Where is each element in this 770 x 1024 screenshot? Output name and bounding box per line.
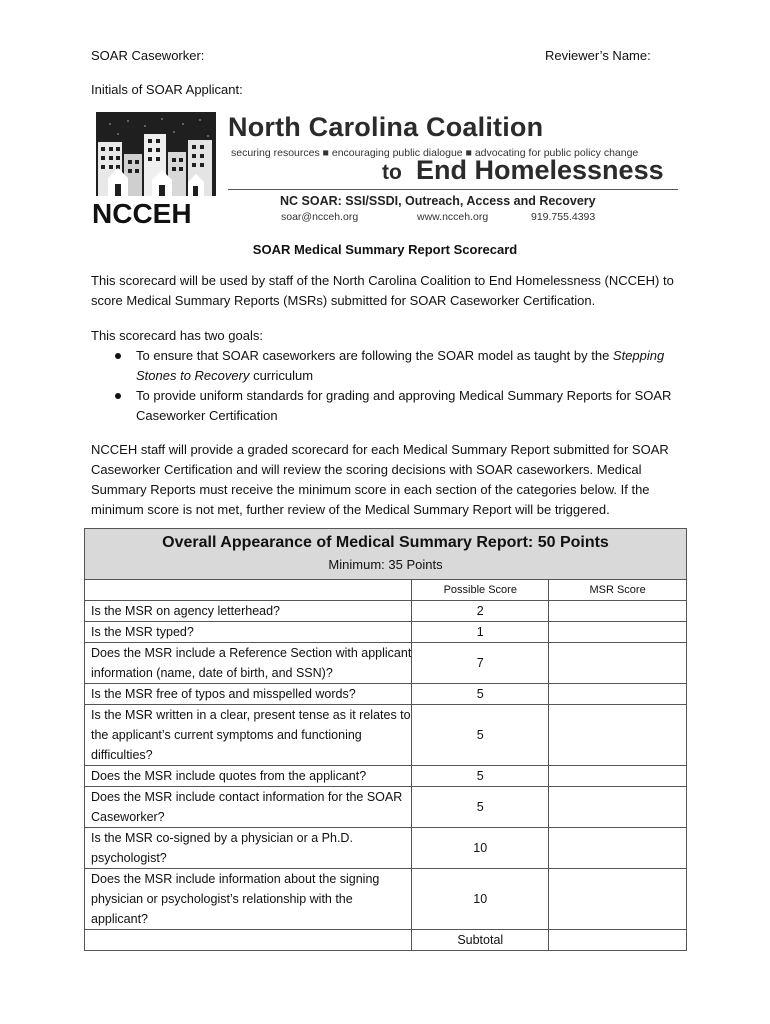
scorecard-table <box>84 528 687 951</box>
subtotal-label: Subtotal <box>412 930 549 951</box>
bullet-icon <box>115 353 121 359</box>
contact-phone: 919.755.4393 <box>531 211 596 223</box>
table-row <box>85 601 687 622</box>
msr-score-cell[interactable] <box>549 601 687 622</box>
table-row <box>85 622 687 643</box>
section-title: Overall Appearance of Medical Summary Report: 50 Points <box>162 534 609 551</box>
possible-score-cell: 7 <box>412 643 549 684</box>
possible-score-cell: 5 <box>412 705 549 766</box>
section-minimum: Minimum: 35 Points <box>328 557 443 572</box>
subtotal-row <box>85 930 687 951</box>
org-name-line1: North Carolina Coalition <box>228 112 544 142</box>
contact-email: soar@ncceh.org <box>281 211 359 223</box>
goal-1-suffix: curriculum <box>249 368 314 383</box>
goal-1-text: To ensure that SOAR caseworkers are following the SOAR model as taught by the <box>136 348 613 363</box>
intro-paragraph: This scorecard will be used by staff of the North Carolina Coalition to End Homelessness (NCCEH) to score Medical Summary Reports (MSRs) submitted for SOAR Caseworker Certification. <box>91 273 674 308</box>
table-row <box>85 828 687 869</box>
document-title: SOAR Medical Summary Report Scorecard <box>252 242 518 257</box>
msr-score-cell[interactable] <box>549 622 687 643</box>
soar-caseworker-label: SOAR Caseworker: <box>91 48 205 63</box>
logo-divider <box>228 189 678 190</box>
table-row <box>85 766 687 787</box>
possible-score-header: Possible Score <box>412 580 549 601</box>
possible-score-cell: 10 <box>412 828 549 869</box>
curriculum-title: Stepping Stones to Recovery <box>136 348 665 383</box>
possible-score-cell: 2 <box>412 601 549 622</box>
ncceh-logo-text: NCCEH <box>92 198 192 229</box>
table-row <box>85 787 687 828</box>
msr-score-cell[interactable] <box>549 705 687 766</box>
org-name-line2: End Homelessness <box>416 155 664 185</box>
criterion-cell: Does the MSR include information about the signing physician or psychologist’s relationship with the applicant? <box>85 869 412 930</box>
criterion-cell: Is the MSR free of typos and misspelled words? <box>85 684 412 705</box>
section-header-cell <box>85 529 687 580</box>
criterion-cell: Does the MSR include quotes from the applicant? <box>85 766 412 787</box>
criterion-cell: Is the MSR co-signed by a physician or a Ph.D. psychologist? <box>85 828 412 869</box>
list-item <box>91 386 681 426</box>
criterion-cell: Is the MSR typed? <box>85 622 412 643</box>
goals-list <box>91 346 681 426</box>
criterion-cell: Is the MSR written in a clear, present tense as it relates to the applicant’s current symptoms and functioning difficulties? <box>85 705 412 766</box>
table-row <box>85 869 687 930</box>
msr-score-cell[interactable] <box>549 643 687 684</box>
ncceh-letterhead-logo <box>90 112 680 232</box>
criterion-header-cell <box>85 580 412 601</box>
criterion-cell: Is the MSR on agency letterhead? <box>85 601 412 622</box>
possible-score-cell: 10 <box>412 869 549 930</box>
table-row <box>85 684 687 705</box>
org-tagline: securing resources ■ encouraging public dialogue ■ advocating for public policy change <box>231 147 639 159</box>
table-header-row <box>85 580 687 601</box>
bullet-icon <box>115 393 121 399</box>
criterion-cell: Does the MSR include contact information for the SOAR Caseworker? <box>85 787 412 828</box>
subtotal-score-cell[interactable] <box>549 930 687 951</box>
possible-score-cell: 5 <box>412 787 549 828</box>
org-name-connector: to <box>382 161 402 184</box>
msr-score-cell[interactable] <box>549 787 687 828</box>
msr-score-cell[interactable] <box>549 828 687 869</box>
criterion-cell: Does the MSR include a Reference Section with applicant information (name, date of birth, and SSN)? <box>85 643 412 684</box>
goal-2-text: To provide uniform standards for grading and approving Medical Summary Reports for SOAR Caseworker Certification <box>136 388 672 423</box>
goals-intro: This scorecard has two goals: <box>91 328 263 343</box>
table-row <box>85 705 687 766</box>
contact-website: www.ncceh.org <box>417 211 489 223</box>
table-title-row <box>85 529 687 580</box>
reviewer-name-label: Reviewer’s Name: <box>545 48 651 63</box>
list-item <box>91 346 681 386</box>
program-name: NC SOAR: SSI/SSDI, Outreach, Access and Recovery <box>280 194 596 208</box>
review-note-paragraph: NCCEH staff will provide a graded scorecard for each Medical Summary Report submitted for SOAR Caseworker Certification and will review the scoring decisions with SOAR caseworkers. Medical Summary Reports must receive the minimum score in each section of the categories below. If the minimum score is not met, further review of the Medical Summary Report will be triggered. <box>91 442 669 517</box>
possible-score-cell: 5 <box>412 766 549 787</box>
possible-score-cell: 5 <box>412 684 549 705</box>
msr-score-cell[interactable] <box>549 684 687 705</box>
msr-score-header: MSR Score <box>549 580 687 601</box>
msr-score-cell[interactable] <box>549 869 687 930</box>
msr-score-cell[interactable] <box>549 766 687 787</box>
possible-score-cell: 1 <box>412 622 549 643</box>
table-row <box>85 643 687 684</box>
subtotal-spacer-cell <box>85 930 412 951</box>
applicant-initials-label: Initials of SOAR Applicant: <box>91 82 243 97</box>
